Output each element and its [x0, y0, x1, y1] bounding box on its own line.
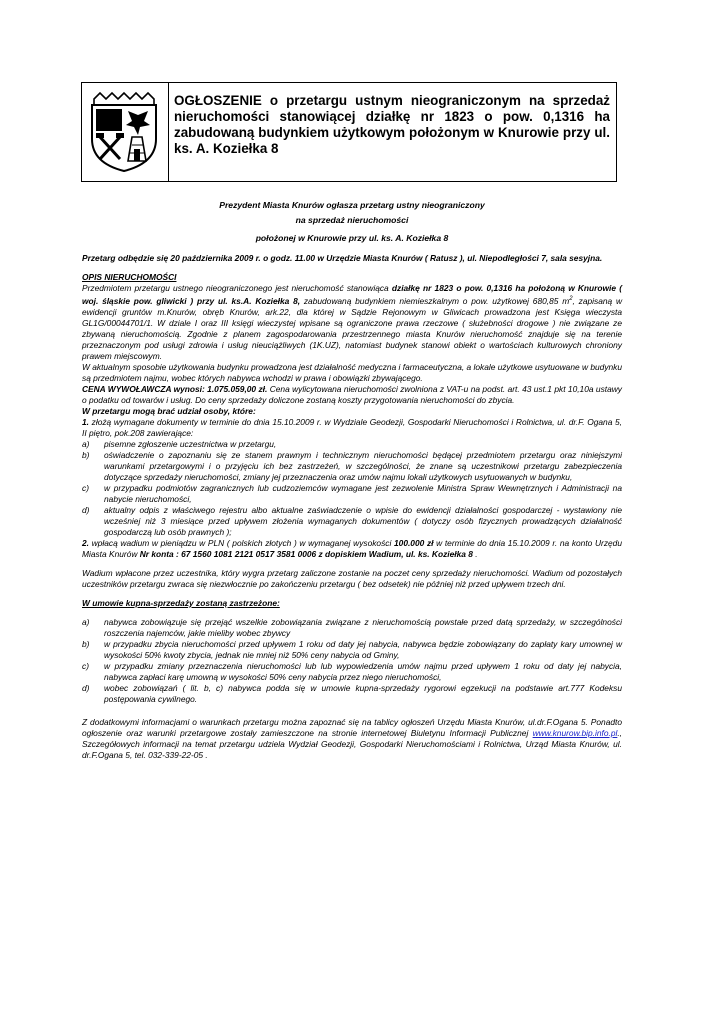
list-marker: b) — [82, 638, 90, 649]
participants-item-2-part-c: w terminie do dnia 15.10.2009 r. na konto Urzędu Miasta Knurów — [82, 537, 622, 559]
property-desc-part-c: zabudowaną budynkiem niemieszkalnym o pow. użytkowej 680,85 m — [300, 295, 570, 306]
property-desc-plot: działkę nr 1823 o pow. 0,1316 ha położoną w Knurowie ( woj. śląskie pow. gliwicki ) przy ul. ks.A. Koziełka 8, — [82, 283, 622, 306]
list-text: pisemne zgłoszenie uczestnictwa w przetargu, — [104, 438, 277, 449]
property-heading: OPIS NIERUCHOMOŚCI — [82, 272, 177, 282]
intro-line-2: na sprzedaż nieruchomości — [295, 215, 409, 225]
property-desc-part-d: , zapisaną w ewidencji gruntów m.Knurów, obręb Knurów, ark.22, dla której w Sądzie Rejonowym w Gliwicach prowadzona jest Księga wieczysta GL1G/00044701/1. W dziale I oraz III księgi wieczystej wpisane są ograniczone prawa rzeczowe ( służebności drogowe ) nie związane ze zbywaną nieruchomością. Zgodnie z planem zagospodarowania przestrzennego miasta Knurów nieruchomość znajduje się na terenie przeznaczonym pod usługi zdrowia i usług nieuciążliwych (1K.UZ), natomiast budynek stanowi obiekt o wartościach kulturowych chroniony prawem miejscowym. — [82, 295, 623, 361]
contract-item-c — [82, 661, 622, 683]
intro-line-1: Prezydent Miasta Knurów ogłasza przetarg ustny nieograniczony — [219, 200, 485, 210]
list-marker: d) — [82, 504, 90, 515]
property-description — [82, 283, 622, 362]
intro-line-3: położonej w Knurowie przy ul. ks. A. Koziełka 8 — [255, 233, 449, 243]
document-item-d — [82, 505, 622, 538]
list-marker: c) — [82, 660, 89, 671]
list-text: w przypadku zbycia nieruchomości przed upływem 1 roku od daty jej nabycia, nabywca będzie zobowiązany do zapłaty kary umownej w wysokości 50% kwoty zbycia, jednak nie mniej niż 50% ceny nabycia od Gminy, — [104, 638, 622, 660]
contract-heading: W umowie kupna-sprzedaży zostaną zastrzeżone: — [82, 597, 280, 608]
list-text: aktualny odpis z właściwego rejestru albo aktualne zaświadczenie o wpisie do ewidencji działalności gospodarczej - wystawiony nie wcześniej niż 3 miesiące przed upływem złożenia wymaganych dokumentów ( dotyczy osób fizycznych prowadzących działalność gospodarczą lub osób prawnych ); — [104, 504, 622, 537]
bank-account: Nr konta : 67 1560 1081 2121 0517 3581 0006 z dopiskiem Wadium, ul. ks. Koziełka 8 — [139, 548, 473, 559]
participants-item-2-part-a: wpłacą wadium w pieniądzu w PLN ( polskich złotych ) w wymaganej wysokości — [89, 537, 394, 548]
crest-cell — [82, 83, 169, 181]
starting-price-text: Cena wylicytowana nieruchomości zwolniona z VAT-u na podst. art. 43 ust.1 pkt 10,10a ustawy o podatku od towarów i usług. Do ceny sprzedaży doliczone zostaną koszty przygotowania nieruchomości do zbycia. — [82, 383, 622, 405]
wadium-note: Wadium wpłacone przez uczestnika, który wygra przetarg zaliczone zostanie na poczet ceny sprzedaży nieruchomości. Wadium od pozostałych uczestników przetargu zwraca się niezwłocznie po zakończeniu przetargu ( bez odsetek) nie później niż przed upływem trzech dni. — [82, 567, 622, 589]
starting-price — [82, 384, 622, 406]
participants-item-2 — [82, 538, 622, 560]
list-marker: c) — [82, 482, 89, 493]
contract-item-d — [82, 683, 622, 705]
property-usage: W aktualnym sposobie użytkowania budynku prowadzona jest działalność medyczna i farmaceutyczna, a lokale użytkowe usytuowane w budynku są przedmiotem najmu, wobec których nabywca wchodzi w prawa i obowiązki zbywającego. — [82, 361, 623, 383]
list-text: wobec zobowiązań ( lit. b, c) nabywca podda się w umowie kupna-sprzedaży rygorowi egzekucji na podstawie art.777 Kodeksu postępowania cywilnego. — [104, 682, 622, 704]
additional-info-part-b: ., Szczegółowych informacji na temat przetargu udziela Wydział Geodezji, Gospodarki Nieruchomościami i Rolnictwa, Urząd Miasta Knurów, ul. dr.F.Ogana 5, tel. 032-339-22-05 . — [82, 727, 622, 760]
wadium-amount: 100.000 zł — [394, 537, 434, 548]
header-box — [81, 82, 617, 182]
contract-item-b — [82, 639, 622, 661]
participants-item-1-number: 1. — [82, 416, 89, 427]
list-marker: b) — [82, 449, 90, 460]
participants-item-2-part-e: . — [472, 548, 478, 559]
participants-item-1 — [82, 417, 622, 439]
document-item-b — [82, 450, 622, 483]
announcement-body — [82, 253, 622, 761]
participants-heading: W przetargu mogą brać udział osoby, które: — [82, 405, 256, 416]
list-text: nabywca zobowiązuje się przejąć wszelkie zobowiązania związane z nieruchomością powstałe przed datą sprzedaży, w szczególności roszczenia najemców, jakie mieliby wobec zbywcy — [104, 616, 622, 638]
additional-info — [82, 717, 622, 761]
list-marker: a) — [82, 616, 90, 627]
property-desc-part-a: Przedmiotem przetargu ustnego nieograniczonego jest nieruchomość stanowiąca — [82, 283, 392, 293]
list-text: oświadczenie o zapoznaniu się ze stanem prawnym i technicznym nieruchomości będącej przedmiotem przetargu oraz niniejszymi warunkami przetargowymi i o przyjęciu ich bez zastrzeżeń, w szczególności, że znane są uczestnikowi przetargu zabezpieczenia dotyczące sprzedaży nieruchomości, zmiany jej przeznaczenia oraz umów najmu lokali użytkowych usytuowanych w budynku, — [104, 449, 622, 482]
meeting-info: Przetarg odbędzie się 20 października 2009 r. o godz. 11.00 w Urzędzie Miasta Knurów ( Ratusz ), ul. Niepodległości 7, sala sesyjna. — [82, 253, 603, 263]
document-item-c — [82, 483, 622, 505]
participants-item-2-number: 2. — [82, 537, 89, 548]
starting-price-label: CENA WYWOŁAWCZA wynosi: 1.075.059,00 zł. — [82, 383, 268, 394]
city-crest-icon — [86, 91, 162, 173]
bip-website-link[interactable]: www.knurow.bip.info.pl — [532, 727, 618, 738]
document-item-a — [82, 439, 622, 450]
list-text: w przypadku zmiany przeznaczenia nieruchomości lub lub wypowiedzenia umów najmu przed upływem 1 roku od daty jej nabycia, nabywca zapłaci karę umowną w wysokości 50% ceny nabycia przez niego nieruchomości, — [104, 660, 622, 682]
area-unit-superscript: 2 — [569, 296, 573, 302]
additional-info-part-a: Z dodatkowymi informacjami o warunkach przetargu można zapoznać się na tablicy ogłoszeń Urzędu Miasta Knurów, ul.dr.F.Ogana 5. Ponadto ogłoszenie oraz warunki przetargowe zostały zamieszczone na stronie internetowej Biuletynu Informacji Publicznej — [82, 716, 622, 738]
contract-item-a — [82, 617, 622, 639]
list-text: w przypadku podmiotów zagranicznych lub cudzoziemców wymagane jest zezwolenie Ministra Spraw Wewnętrznych i Administracji na nabycie nieruchomości, — [104, 482, 622, 504]
participants-item-1-text: złożą wymagane dokumenty w terminie do dnia 15.10.2009 r. w Wydziale Geodezji, Gospodarki Nieruchomości i Rolnictwa, ul. dr.F. Ogana 5, II piętro, pok.208 zawierające: — [82, 416, 622, 438]
list-marker: a) — [82, 438, 90, 449]
list-marker: d) — [82, 682, 90, 693]
announcement-title: OGŁOSZENIE o przetargu ustnym nieograniczonym na sprzedaż nieruchomości stanowiącej działkę nr 1823 o pow. 0,1316 ha zabudowaną budynkiem użytkowym położonym w Knurowie przy ul. ks. A. Koziełka 8 — [174, 93, 610, 156]
